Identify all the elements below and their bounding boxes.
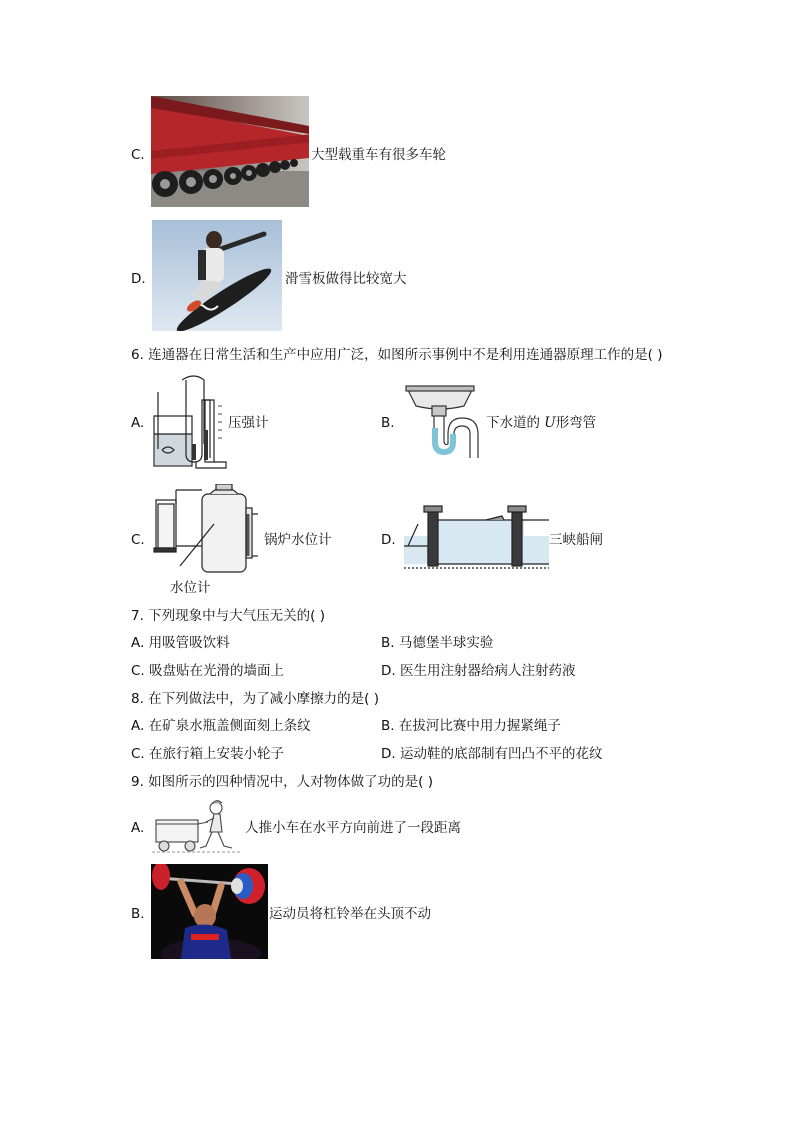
q8-option-d: D. 运动鞋的底部制有凹凸不平的花纹 — [381, 746, 603, 762]
q8-stem: 8. 在下列做法中，为了减小摩擦力的是( ) — [131, 691, 379, 707]
q7-option-a: A. 用吸管吸饮料 — [131, 635, 230, 651]
q9-option-b-text: 运动员将杠铃举在头顶不动 — [269, 906, 431, 922]
q9-option-a-label: A. — [131, 820, 145, 836]
q5-option-c-label: C. — [131, 147, 145, 163]
q6-option-b-text-pre: 下水道的 — [486, 415, 540, 431]
q7-stem: 7. 下列现象中与大气压无关的( ) — [131, 608, 325, 624]
heavy-truck-photo — [151, 96, 309, 207]
q5-option-d-text: 滑雪板做得比较宽大 — [285, 271, 407, 287]
ship-lock-figure — [404, 502, 549, 570]
q6-option-a-text: 压强计 — [228, 415, 269, 431]
q8-option-c: C. 在旅行箱上安装小轮子 — [131, 746, 285, 762]
q6-option-c-caption: 水位计 — [170, 580, 211, 596]
q6-stem: 6. 连通器在日常生活和生产中应用广泛，如图所示事例中不是利用连通器原理工作的是( ) — [131, 347, 663, 363]
q8-option-a: A. 在矿泉水瓶盖侧面刻上条纹 — [131, 718, 311, 734]
q9-option-a-text: 人推小车在水平方向前进了一段距离 — [245, 820, 461, 836]
q6-option-b-label: B. — [381, 415, 395, 431]
q5-option-c-text: 大型载重车有很多车轮 — [311, 147, 446, 163]
q8-option-b: B. 在拔河比赛中用力握紧绳子 — [381, 718, 561, 734]
q9-stem: 9. 如图所示的四种情况中，人对物体做了功的是( ) — [131, 774, 433, 790]
q7-option-b: B. 马德堡半球实验 — [381, 635, 494, 651]
boiler-water-gauge-figure — [152, 484, 260, 576]
q6-option-d-text: 三峡船闸 — [549, 532, 603, 548]
q6-option-c-label: C. — [131, 532, 145, 548]
q6-option-c-text: 锅炉水位计 — [264, 532, 332, 548]
q7-option-d: D. 医生用注射器给病人注射药液 — [381, 663, 576, 679]
pressure-gauge-figure — [152, 374, 228, 470]
q6-option-a-label: A. — [131, 415, 145, 431]
q6-option-b-text — [486, 414, 596, 432]
q6-option-b-text-u: U — [544, 415, 556, 431]
q9-option-b-label: B. — [131, 906, 145, 922]
drain-u-trap-figure — [404, 382, 484, 458]
q5-option-d-label: D. — [131, 271, 146, 287]
boy-pushing-cart-figure — [152, 800, 244, 856]
q7-option-c: C. 吸盘贴在光滑的墙面上 — [131, 663, 285, 679]
q6-option-b-text-post: 形弯管 — [555, 415, 597, 431]
weightlifter-photo — [151, 864, 268, 959]
q6-option-d-label: D. — [381, 532, 396, 548]
snowboarder-photo — [152, 220, 282, 331]
